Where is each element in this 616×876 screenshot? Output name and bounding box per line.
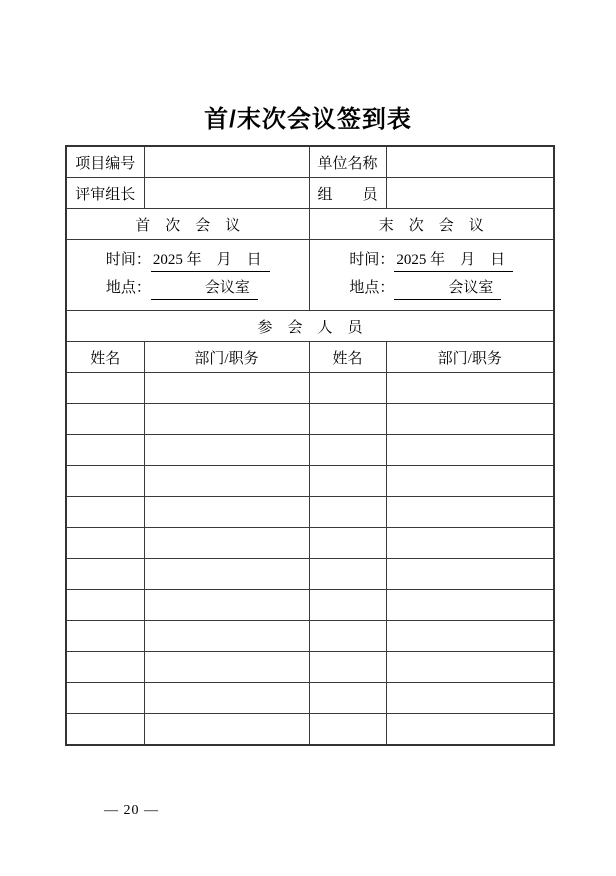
participant-dept-cell: [144, 621, 309, 652]
unit-name-label: 单位名称: [309, 146, 386, 178]
participant-dept-cell: [144, 373, 309, 404]
participants-section-header: 参 会 人 员: [66, 311, 554, 342]
participant-empty-row: [66, 373, 554, 404]
meeting-header-row: [66, 209, 554, 240]
participant-name-cell: [66, 590, 144, 621]
participant-name-cell: [309, 714, 386, 746]
last-meeting-time-line: [349, 250, 513, 272]
members-label: 组 员: [309, 178, 386, 209]
review-leader-label: 评审组长: [66, 178, 144, 209]
participant-name-cell: [66, 652, 144, 683]
info-row-1: [66, 146, 554, 178]
participant-dept-cell: [144, 652, 309, 683]
last-meeting-time-value: 2025 年 月 日: [394, 251, 513, 272]
first-meeting-place-value: 会议室: [204, 280, 250, 296]
participant-name-cell: [66, 466, 144, 497]
first-meeting-place-label: 地点：: [105, 280, 151, 296]
participant-dept-column-header: 部门/职务: [386, 342, 554, 373]
participant-name-cell: [309, 590, 386, 621]
participant-name-cell: [66, 683, 144, 714]
participant-name-cell: [66, 621, 144, 652]
participant-dept-cell: [144, 497, 309, 528]
participant-empty-row: [66, 435, 554, 466]
last-meeting-details-cell: [309, 240, 554, 311]
participant-name-cell: [309, 559, 386, 590]
participant-empty-row: [66, 714, 554, 746]
participant-dept-cell: [144, 528, 309, 559]
project-number-label: 项目编号: [66, 146, 144, 178]
participant-dept-cell: [386, 528, 554, 559]
last-meeting-place-line: [349, 278, 513, 300]
participant-dept-cell: [386, 559, 554, 590]
participant-empty-row: [66, 652, 554, 683]
participant-dept-cell: [386, 404, 554, 435]
participant-name-cell: [309, 652, 386, 683]
participant-empty-row: [66, 621, 554, 652]
first-meeting-place-blank: [151, 279, 258, 300]
participant-name-cell: [309, 621, 386, 652]
project-number-value-cell: [144, 146, 309, 178]
participant-dept-cell: [386, 373, 554, 404]
participant-name-cell: [309, 435, 386, 466]
meeting-details-row: [66, 240, 554, 311]
participant-name-cell: [66, 528, 144, 559]
participant-name-cell: [309, 683, 386, 714]
first-meeting-header: 首 次 会 议: [66, 209, 309, 240]
participant-dept-cell: [386, 466, 554, 497]
participant-dept-cell: [144, 590, 309, 621]
participant-dept-cell: [144, 559, 309, 590]
participant-name-cell: [309, 497, 386, 528]
participant-name-cell: [309, 528, 386, 559]
participant-dept-cell: [144, 435, 309, 466]
participant-name-cell: [66, 435, 144, 466]
participant-dept-cell: [386, 435, 554, 466]
participant-name-cell: [66, 373, 144, 404]
participants-section-row: [66, 311, 554, 342]
signin-form-table: [65, 145, 555, 746]
last-meeting-header: 末 次 会 议: [309, 209, 554, 240]
first-meeting-time-line: [106, 250, 270, 272]
participant-dept-cell: [144, 714, 309, 746]
participant-dept-cell: [386, 652, 554, 683]
participant-name-column-header: 姓名: [66, 342, 144, 373]
members-value-cell: [386, 178, 554, 209]
participants-columns-row: [66, 342, 554, 373]
participant-dept-column-header: 部门/职务: [144, 342, 309, 373]
last-meeting-place-blank: [394, 279, 501, 300]
participant-dept-cell: [144, 404, 309, 435]
participant-name-cell: [309, 404, 386, 435]
participant-name-cell: [309, 373, 386, 404]
participant-empty-row: [66, 683, 554, 714]
participant-empty-row: [66, 466, 554, 497]
participant-dept-cell: [144, 466, 309, 497]
first-meeting-details-cell: [66, 240, 309, 311]
participant-dept-cell: [386, 714, 554, 746]
participant-name-cell: [66, 497, 144, 528]
participant-name-cell: [66, 714, 144, 746]
participant-empty-row: [66, 559, 554, 590]
page-number: — 20 —: [104, 803, 159, 818]
participant-dept-cell: [144, 683, 309, 714]
first-meeting-place-line: [106, 278, 270, 300]
participant-dept-cell: [386, 621, 554, 652]
last-meeting-time-label: 时间：: [349, 252, 395, 268]
first-meeting-time-value: 2025 年 月 日: [151, 251, 270, 272]
participant-dept-cell: [386, 683, 554, 714]
page-title: 首/末次会议签到表: [204, 106, 412, 133]
info-row-2: [66, 178, 554, 209]
participant-name-column-header: 姓名: [309, 342, 386, 373]
review-leader-value-cell: [144, 178, 309, 209]
participant-empty-row: [66, 590, 554, 621]
last-meeting-place-label: 地点：: [349, 280, 395, 296]
participant-name-cell: [66, 404, 144, 435]
participant-name-cell: [66, 559, 144, 590]
first-meeting-time-label: 时间：: [105, 252, 151, 268]
participant-empty-row: [66, 497, 554, 528]
participant-name-cell: [309, 466, 386, 497]
participant-dept-cell: [386, 590, 554, 621]
last-meeting-place-value: 会议室: [448, 280, 494, 296]
participant-empty-row: [66, 404, 554, 435]
participant-dept-cell: [386, 497, 554, 528]
participant-empty-row: [66, 528, 554, 559]
unit-name-value-cell: [386, 146, 554, 178]
